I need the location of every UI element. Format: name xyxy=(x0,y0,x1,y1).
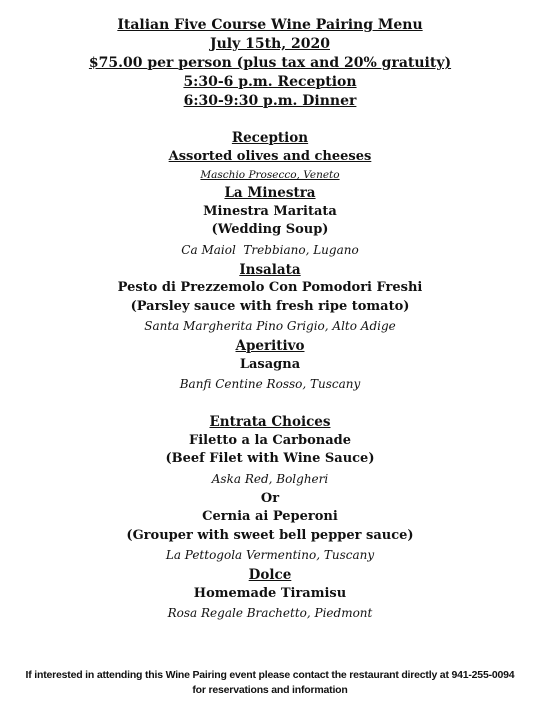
reception-heading: Reception xyxy=(231,130,309,146)
entrata-wine-2: La Pettogola Vermentino, Tuscany xyxy=(165,548,375,562)
insalata-wine: Santa Margherita Pino Grigio, Alto Adige xyxy=(144,319,396,333)
entrata-heading: Entrata Choices xyxy=(209,414,331,430)
menu-document xyxy=(0,16,540,624)
dolce-dish: Homemade Tiramisu xyxy=(193,585,347,601)
entrata-description-1: (Beef Filet with Wine Sauce) xyxy=(165,451,375,466)
insalata-description: (Parsley sauce with fresh ripe tomato) xyxy=(130,298,410,314)
entrata-description-2: (Grouper with sweet bell pepper sauce) xyxy=(126,527,414,543)
spacer xyxy=(0,111,540,129)
minestra-wine: Ca Maiol Trebbiano, Lugano xyxy=(181,242,359,257)
spacer xyxy=(0,395,540,413)
reception-wine: Maschio Prosecco, Veneto xyxy=(200,169,340,181)
event-price: $75.00 per person (plus tax and 20% gratuity) xyxy=(88,55,452,71)
reception-time: 5:30-6 p.m. Reception xyxy=(183,74,357,90)
insalata-heading: Insalata xyxy=(239,261,301,278)
aperitivo-wine: Banfi Centine Rosso, Tuscany xyxy=(179,377,361,391)
aperitivo-dish: Lasagna xyxy=(239,356,301,372)
minestra-heading: La Minestra xyxy=(224,185,316,201)
entrata-dish-2: Cernia ai Peperoni xyxy=(202,509,338,524)
entrata-wine-1: Aska Red, Bolgheri xyxy=(211,471,329,486)
contact-footer xyxy=(0,668,540,698)
event-date: July 15th, 2020 xyxy=(210,36,330,52)
minestra-description: (Wedding Soup) xyxy=(211,222,329,237)
footer-line-2: for reservations and information xyxy=(192,684,348,696)
menu-title: Italian Five Course Wine Pairing Menu xyxy=(117,17,423,33)
entrata-dish-1: Filetto a la Carbonade xyxy=(188,432,352,448)
entrata-or: Or xyxy=(260,490,280,506)
insalata-dish: Pesto di Prezzemolo Con Pomodori Freshi xyxy=(117,280,423,295)
reception-dish: Assorted olives and cheeses xyxy=(168,148,372,164)
dolce-heading: Dolce xyxy=(248,567,292,583)
minestra-dish: Minestra Maritata xyxy=(203,203,337,219)
dolce-wine: Rosa Regale Brachetto, Piedmont xyxy=(167,606,373,620)
footer-line-1: If interested in attending this Wine Pairing event please contact the restaurant directly at 941-255-0094 xyxy=(25,669,515,681)
aperitivo-heading: Aperitivo xyxy=(235,338,305,354)
dinner-time: 6:30-9:30 p.m. Dinner xyxy=(183,93,357,109)
